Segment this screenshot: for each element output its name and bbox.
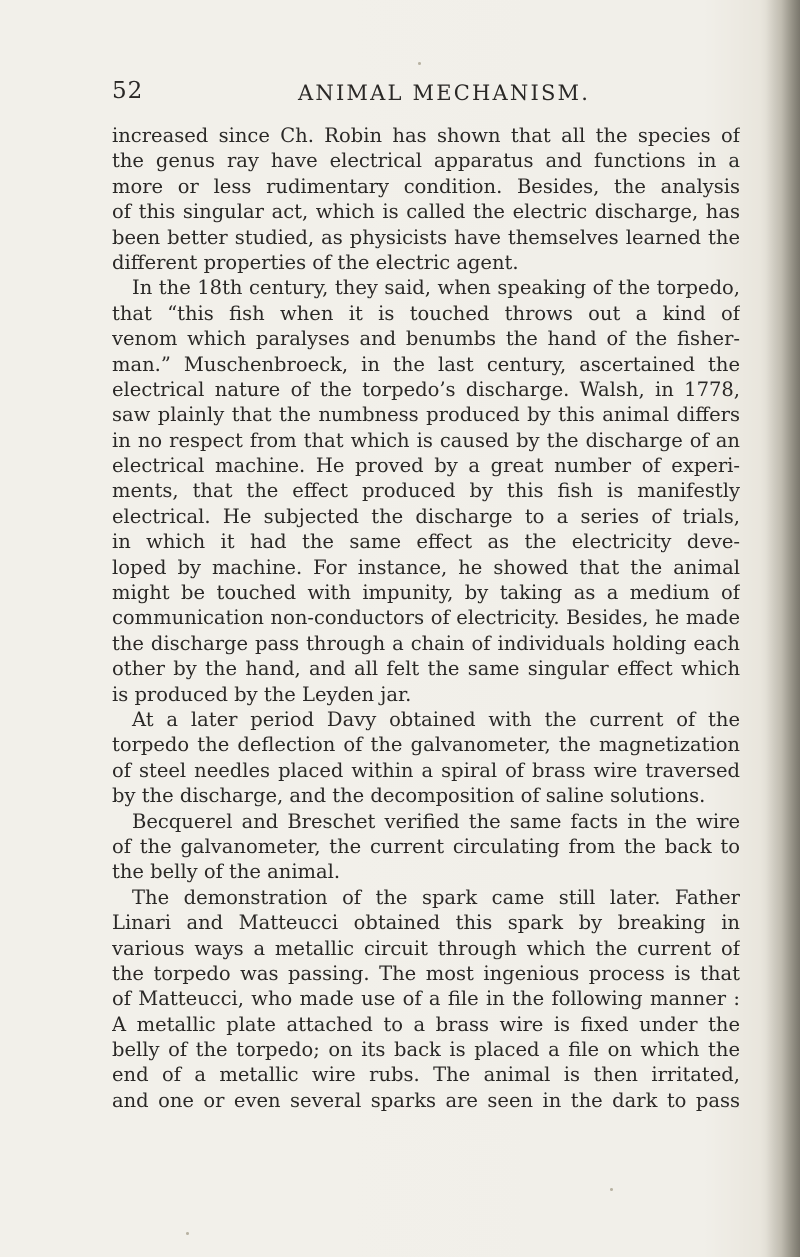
text-line: the discharge pass through a chain of individuals holding each bbox=[112, 631, 740, 655]
text-line: might be touched with impunity, by taking as a medium of bbox=[112, 581, 740, 605]
text-line: Linari and Matteucci obtained this spark by breaking in bbox=[112, 911, 740, 935]
text-line: is produced by the Leyden jar. bbox=[112, 682, 412, 706]
text-line: increased since Ch. Robin has shown that all the species of bbox=[112, 124, 740, 147]
text-line: other by the hand, and all felt the same singular effect which bbox=[112, 657, 740, 681]
text-line: and one or even several sparks are seen in the dark to pass bbox=[112, 1088, 740, 1112]
text-line: of Matteucci, who made use of a file in the following manner : bbox=[112, 987, 740, 1011]
body-text bbox=[112, 123, 740, 1113]
text-line: the belly of the animal. bbox=[112, 860, 341, 884]
page-edge-shadow bbox=[766, 0, 800, 1257]
text-line: torpedo the deflection of the galvanometer, the magnetization bbox=[112, 733, 740, 757]
text-line: The demonstration of the spark came still later. Father bbox=[132, 885, 740, 909]
text-line: saw plainly that the numbness produced by this animal differs bbox=[112, 403, 740, 427]
text-line: different properties of the electric agent. bbox=[112, 250, 519, 274]
text-line: been better studied, as physicists have themselves learned the bbox=[112, 225, 740, 249]
text-line: venom which paralyses and benumbs the hand of the fisher- bbox=[112, 327, 740, 351]
text-line: electrical machine. He proved by a great number of experi- bbox=[112, 454, 740, 478]
text-line: electrical. He subjected the discharge to a series of trials, bbox=[112, 504, 740, 528]
text-line: In the 18th century, they said, when speaking of the torpedo, bbox=[132, 276, 740, 300]
text-line: in no respect from that which is caused by the discharge of an bbox=[112, 428, 740, 452]
text-line: end of a metallic wire rubs. The animal is then irritated, bbox=[112, 1063, 740, 1087]
text-line: the torpedo was passing. The most ingenious process is that bbox=[112, 961, 740, 985]
text-line: belly of the torpedo; on its back is placed a file on which the bbox=[112, 1038, 740, 1062]
text-line: communication non-conductors of electricity. Besides, he made bbox=[112, 606, 740, 630]
text-line: ments, that the effect produced by this fish is manifestly bbox=[112, 479, 740, 503]
text-line: the genus ray have electrical apparatus and functions in a bbox=[112, 149, 740, 173]
page-number: 52 bbox=[112, 78, 144, 104]
text-line: A metallic plate attached to a brass wire is fixed under the bbox=[112, 1012, 740, 1036]
text-line: electrical nature of the torpedo’s discharge. Walsh, in 1778, bbox=[112, 377, 740, 401]
text-line: of the galvanometer, the current circulating from the back to bbox=[112, 834, 740, 858]
text-line: At a later period Davy obtained with the current of the bbox=[132, 707, 740, 731]
text-line: Becquerel and Breschet verified the same facts in the wire bbox=[132, 809, 740, 833]
text-line: of this singular act, which is called the electric discharge, has bbox=[112, 200, 740, 224]
running-head: ANIMAL MECHANISM. bbox=[298, 81, 591, 105]
text-line: in which it had the same effect as the electricity deve- bbox=[112, 530, 740, 554]
text-line: man.” Muschenbroeck, in the last century, ascertained the bbox=[112, 352, 740, 376]
text-line: more or less rudimentary condition. Besides, the analysis bbox=[112, 174, 740, 198]
text-line: loped by machine. For instance, he showed that the animal bbox=[112, 555, 740, 579]
text-line: various ways a metallic circuit through which the current of bbox=[112, 936, 740, 960]
text-line: by the discharge, and the decomposition of saline solutions. bbox=[112, 784, 706, 808]
text-line: of steel needles placed within a spiral of brass wire traversed bbox=[112, 758, 740, 782]
text-line: that “this fish when it is touched throws out a kind of bbox=[112, 301, 740, 325]
